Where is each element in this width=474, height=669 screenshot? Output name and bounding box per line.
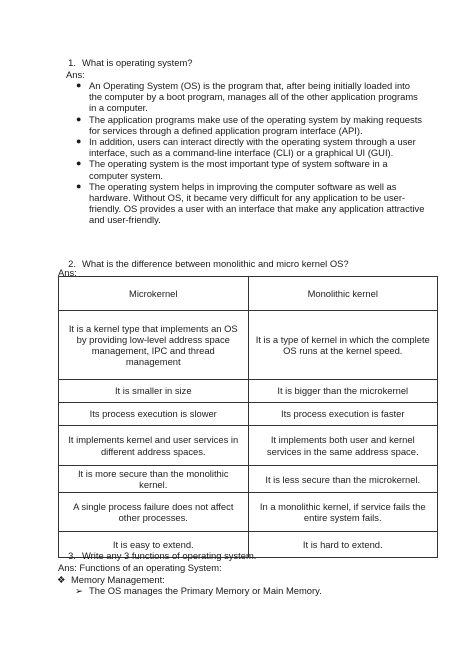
table-cell: It is less secure than the microkernel.: [248, 466, 438, 493]
table-cell: It is a kernel type that implements an OS by providing low-level address space management, IPC and thread management: [59, 311, 249, 380]
column-header-microkernel: Microkernel: [59, 277, 249, 311]
answer-label: Ans:: [66, 69, 85, 80]
table-header-row: [59, 277, 438, 311]
table-cell: It is hard to extend.: [248, 532, 438, 558]
list-item: ● In addition, users can interact directly with the operating system through a user interface, such as a command-line interface (CLI) or a graphical UI (GUI).: [76, 136, 416, 159]
list-item: ● The application programs make use of the operating system by making requests for services through a defined application program interface (API).: [76, 113, 422, 136]
question-1: [60, 57, 192, 68]
question-text: What is the difference between monolithic and micro kernel OS?: [82, 258, 349, 269]
function-subitem: [75, 585, 322, 596]
table-cell: It implements kernel and user services in different address spaces.: [59, 426, 249, 466]
list-item: ● An Operating System (OS) is the program that, after being initially loaded into the computer by a boot program, manages all of the other application programs in a computer.: [76, 80, 418, 114]
bullet-icon: ●: [76, 113, 82, 124]
function-item: [57, 574, 165, 585]
column-header-monolithic: Monolithic kernel: [248, 277, 438, 311]
table-row: [59, 380, 438, 403]
list-item: ● The operating system is the most important type of system software in a computer system.: [76, 158, 388, 181]
answer-1-bullet-list: [75, 80, 425, 226]
bullet-icon: ●: [76, 180, 82, 191]
arrow-bullet-icon: ➢: [75, 585, 83, 596]
table-cell: It is easy to extend.: [59, 532, 249, 558]
bullet-icon: ●: [76, 136, 82, 147]
kernel-comparison-table: [58, 276, 438, 558]
table-cell: A single process failure does not affect other processes.: [59, 493, 249, 532]
list-item: ● The operating system helps in improving the computer software as well as hardware. Without OS, it became very difficult for any application to be user-friendly. OS provides a user with an interface that make any application attractive and user-friendly.: [76, 180, 425, 226]
question-3: [60, 550, 256, 561]
table-row: [59, 493, 438, 532]
table-cell: It is bigger than the microkernel: [248, 380, 438, 403]
table-cell: It is more secure than the monolithic kernel.: [59, 466, 249, 493]
bullet-icon: ●: [76, 80, 82, 90]
function-title: Memory Management:: [71, 574, 165, 585]
question-number: 3.: [68, 550, 76, 561]
bullet-icon: ●: [76, 158, 82, 169]
diamond-bullet-icon: ❖: [57, 574, 66, 585]
question-text: Write any 3 functions of operating system.: [82, 550, 257, 561]
table-row: [59, 403, 438, 426]
table-cell: It is a type of kernel in which the complete OS runs at the kernel speed.: [248, 311, 438, 380]
table-cell: In a monolithic kernel, if service fails the entire system fails.: [248, 493, 438, 532]
table-row: [59, 466, 438, 493]
answer-3-intro: Ans: Functions of an operating System:: [58, 562, 222, 573]
function-description: The OS manages the Primary Memory or Main Memory.: [89, 585, 322, 596]
question-2: [60, 258, 349, 269]
table-cell: Its process execution is faster: [248, 403, 438, 426]
table-row: [59, 426, 438, 466]
question-number: 2.: [68, 258, 76, 269]
table-cell: It implements both user and kernel services in the same address space.: [248, 426, 438, 466]
table-cell: Its process execution is slower: [59, 403, 249, 426]
answer-label: Ans:: [58, 267, 77, 278]
table-cell: It is smaller in size: [59, 380, 249, 403]
question-text: What is operating system?: [82, 57, 193, 68]
table-row: [59, 311, 438, 380]
question-number: 1.: [68, 57, 76, 68]
